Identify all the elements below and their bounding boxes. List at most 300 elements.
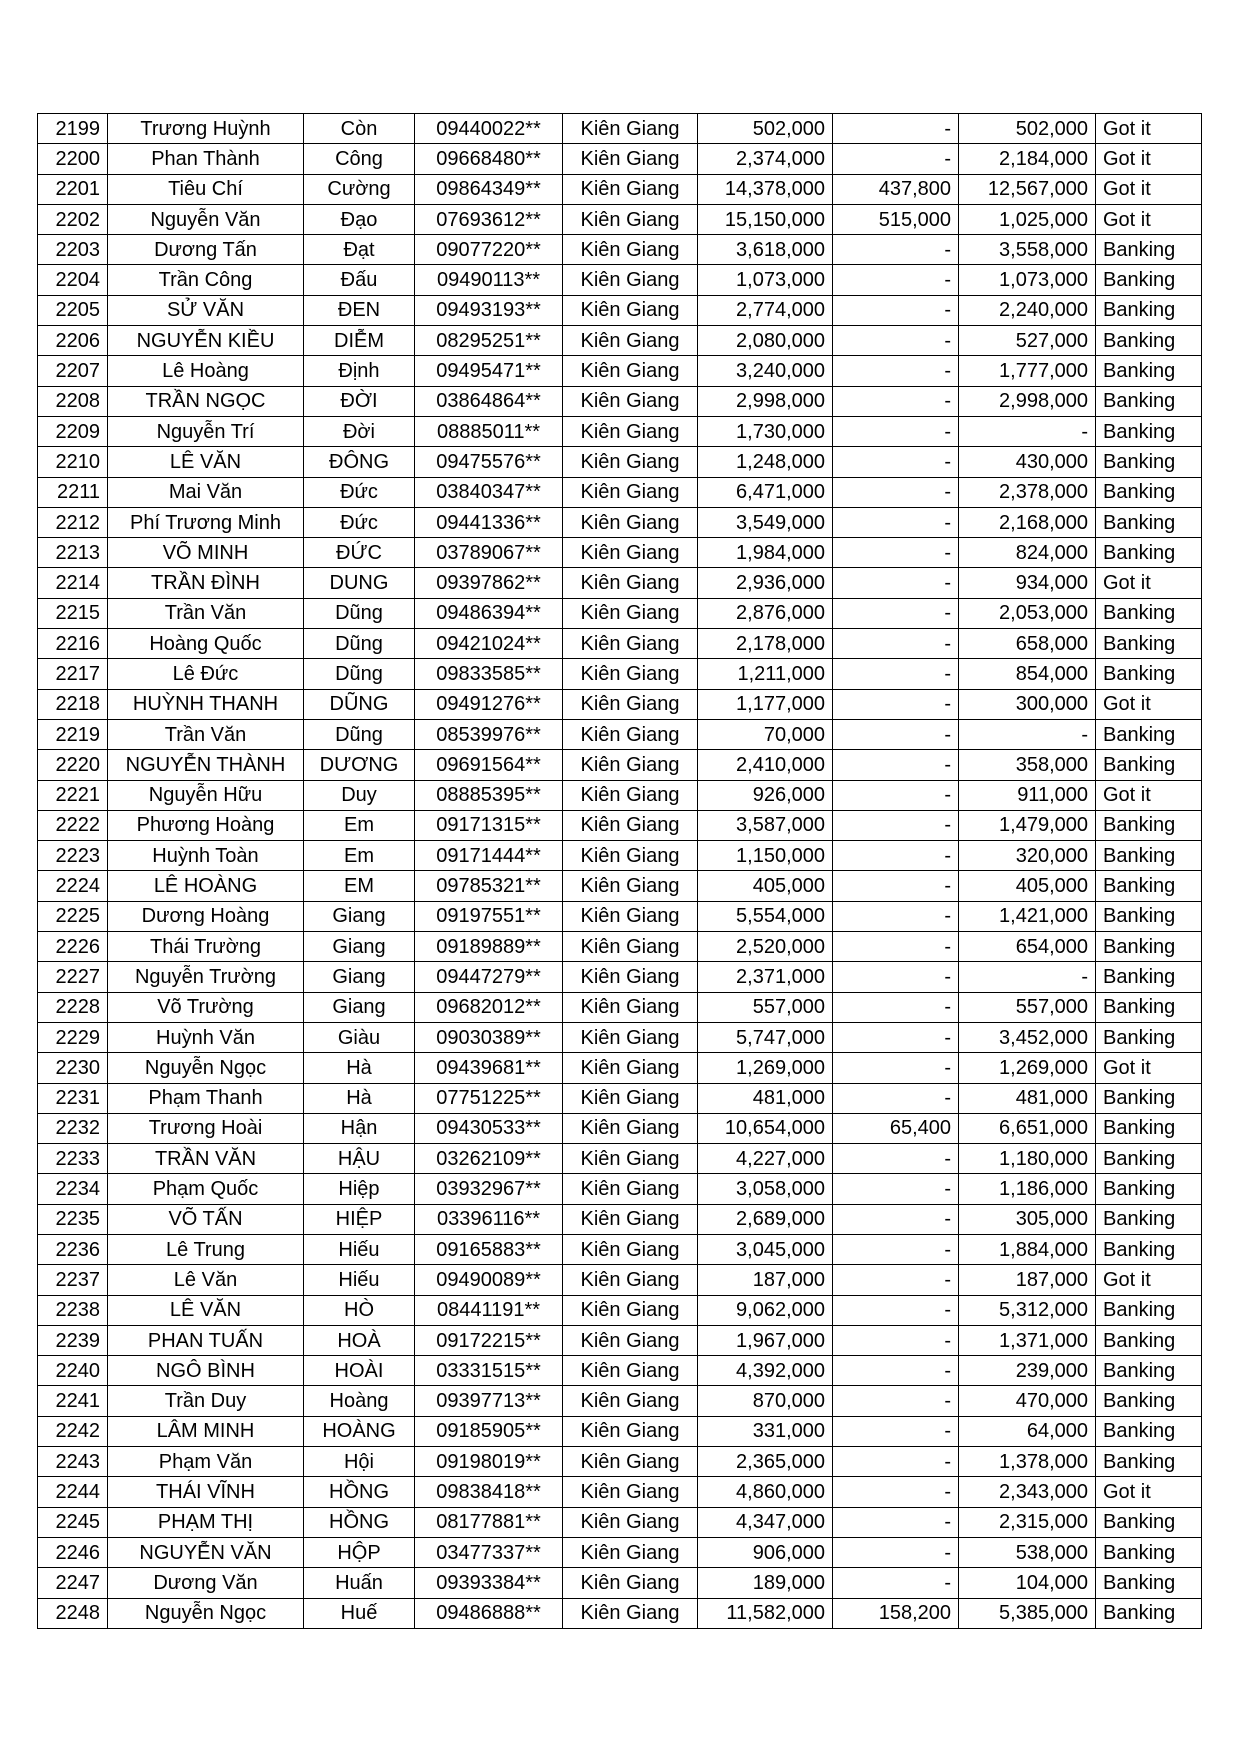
province-cell: Kiên Giang xyxy=(563,1568,698,1598)
status-cell: Banking xyxy=(1096,750,1202,780)
table-row xyxy=(38,1204,1202,1234)
row-number-cell: 2211 xyxy=(38,477,108,507)
first-name-cell: HOÀI xyxy=(304,1356,415,1386)
amount-cell: 2,936,000 xyxy=(698,568,833,598)
first-name-cell: Dũng xyxy=(304,659,415,689)
deduction-cell: - xyxy=(833,1356,959,1386)
row-number-cell: 2200 xyxy=(38,144,108,174)
province-cell: Kiên Giang xyxy=(563,1537,698,1567)
paid-amount-cell: 2,184,000 xyxy=(959,144,1096,174)
province-cell: Kiên Giang xyxy=(563,507,698,537)
paid-amount-cell: 1,479,000 xyxy=(959,810,1096,840)
last-middle-name-cell: Nguyễn Ngọc xyxy=(108,1053,304,1083)
phone-number-cell: 09030389** xyxy=(415,1022,563,1052)
province-cell: Kiên Giang xyxy=(563,1356,698,1386)
phone-number-cell: 09077220** xyxy=(415,235,563,265)
deduction-cell: - xyxy=(833,871,959,901)
row-number-cell: 2225 xyxy=(38,901,108,931)
last-middle-name-cell: PHẠM THỊ xyxy=(108,1507,304,1537)
status-cell: Banking xyxy=(1096,1537,1202,1567)
row-number-cell: 2212 xyxy=(38,507,108,537)
status-cell: Banking xyxy=(1096,992,1202,1022)
status-cell: Got it xyxy=(1096,174,1202,204)
first-name-cell: Giang xyxy=(304,992,415,1022)
phone-number-cell: 09393384** xyxy=(415,1568,563,1598)
amount-cell: 2,080,000 xyxy=(698,326,833,356)
deduction-cell: - xyxy=(833,1325,959,1355)
last-middle-name-cell: Lê Hoàng xyxy=(108,356,304,386)
status-cell: Banking xyxy=(1096,1598,1202,1628)
province-cell: Kiên Giang xyxy=(563,1204,698,1234)
table-row xyxy=(38,1507,1202,1537)
phone-number-cell: 09397713** xyxy=(415,1386,563,1416)
phone-number-cell: 09198019** xyxy=(415,1447,563,1477)
amount-cell: 10,654,000 xyxy=(698,1113,833,1143)
amount-cell: 1,730,000 xyxy=(698,416,833,446)
status-cell: Banking xyxy=(1096,841,1202,871)
phone-number-cell: 08177881** xyxy=(415,1507,563,1537)
paid-amount-cell: 430,000 xyxy=(959,447,1096,477)
last-middle-name-cell: Dương Hoàng xyxy=(108,901,304,931)
first-name-cell: Em xyxy=(304,841,415,871)
status-cell: Banking xyxy=(1096,326,1202,356)
paid-amount-cell: 305,000 xyxy=(959,1204,1096,1234)
paid-amount-cell: 527,000 xyxy=(959,326,1096,356)
first-name-cell: Hiệp xyxy=(304,1174,415,1204)
row-number-cell: 2240 xyxy=(38,1356,108,1386)
row-number-cell: 2199 xyxy=(38,114,108,144)
first-name-cell: HỒNG xyxy=(304,1477,415,1507)
paid-amount-cell: 658,000 xyxy=(959,629,1096,659)
deduction-cell: - xyxy=(833,1295,959,1325)
first-name-cell: HỒNG xyxy=(304,1507,415,1537)
table-row xyxy=(38,750,1202,780)
row-number-cell: 2248 xyxy=(38,1598,108,1628)
last-middle-name-cell: Phạm Văn xyxy=(108,1447,304,1477)
deduction-cell: 437,800 xyxy=(833,174,959,204)
paid-amount-cell: 2,343,000 xyxy=(959,1477,1096,1507)
phone-number-cell: 09397862** xyxy=(415,568,563,598)
phone-number-cell: 09475576** xyxy=(415,447,563,477)
amount-cell: 4,227,000 xyxy=(698,1144,833,1174)
province-cell: Kiên Giang xyxy=(563,901,698,931)
phone-number-cell: 03932967** xyxy=(415,1174,563,1204)
deduction-cell: - xyxy=(833,295,959,325)
first-name-cell: Giàu xyxy=(304,1022,415,1052)
paid-amount-cell: 1,269,000 xyxy=(959,1053,1096,1083)
row-number-cell: 2243 xyxy=(38,1447,108,1477)
phone-number-cell: 09440022** xyxy=(415,114,563,144)
amount-cell: 3,045,000 xyxy=(698,1234,833,1264)
row-number-cell: 2246 xyxy=(38,1537,108,1567)
status-cell: Got it xyxy=(1096,1477,1202,1507)
paid-amount-cell: 300,000 xyxy=(959,689,1096,719)
table-row xyxy=(38,174,1202,204)
status-cell: Banking xyxy=(1096,356,1202,386)
table-row xyxy=(38,1174,1202,1204)
paid-amount-cell: 64,000 xyxy=(959,1416,1096,1446)
last-middle-name-cell: Trần Văn xyxy=(108,719,304,749)
phone-number-cell: 03477337** xyxy=(415,1537,563,1567)
deduction-cell: - xyxy=(833,1447,959,1477)
first-name-cell: DŨNG xyxy=(304,689,415,719)
table-body xyxy=(38,114,1202,1629)
phone-number-cell: 09430533** xyxy=(415,1113,563,1143)
deduction-cell: - xyxy=(833,629,959,659)
first-name-cell: HIỆP xyxy=(304,1204,415,1234)
status-cell: Banking xyxy=(1096,295,1202,325)
amount-cell: 5,554,000 xyxy=(698,901,833,931)
table-row xyxy=(38,810,1202,840)
province-cell: Kiên Giang xyxy=(563,719,698,749)
table-row xyxy=(38,326,1202,356)
table-row xyxy=(38,1022,1202,1052)
phone-number-cell: 09189889** xyxy=(415,932,563,962)
phone-number-cell: 09490113** xyxy=(415,265,563,295)
table-row xyxy=(38,1144,1202,1174)
paid-amount-cell: 1,884,000 xyxy=(959,1234,1096,1264)
amount-cell: 2,520,000 xyxy=(698,932,833,962)
amount-cell: 70,000 xyxy=(698,719,833,749)
phone-number-cell: 09421024** xyxy=(415,629,563,659)
status-cell: Banking xyxy=(1096,810,1202,840)
first-name-cell: Giang xyxy=(304,901,415,931)
row-number-cell: 2242 xyxy=(38,1416,108,1446)
phone-number-cell: 03262109** xyxy=(415,1144,563,1174)
paid-amount-cell: 1,186,000 xyxy=(959,1174,1096,1204)
paid-amount-cell: 3,452,000 xyxy=(959,1022,1096,1052)
deduction-cell: - xyxy=(833,719,959,749)
paid-amount-cell: 911,000 xyxy=(959,780,1096,810)
province-cell: Kiên Giang xyxy=(563,1053,698,1083)
phone-number-cell: 09185905** xyxy=(415,1416,563,1446)
last-middle-name-cell: Lê Văn xyxy=(108,1265,304,1295)
deduction-cell: 515,000 xyxy=(833,204,959,234)
province-cell: Kiên Giang xyxy=(563,1144,698,1174)
last-middle-name-cell: Dương Tấn xyxy=(108,235,304,265)
status-cell: Got it xyxy=(1096,1265,1202,1295)
last-middle-name-cell: LÂM MINH xyxy=(108,1416,304,1446)
last-middle-name-cell: HUỲNH THANH xyxy=(108,689,304,719)
table-row xyxy=(38,659,1202,689)
amount-cell: 3,240,000 xyxy=(698,356,833,386)
phone-number-cell: 09490089** xyxy=(415,1265,563,1295)
table-row xyxy=(38,598,1202,628)
deduction-cell: - xyxy=(833,1386,959,1416)
last-middle-name-cell: VÕ MINH xyxy=(108,538,304,568)
row-number-cell: 2222 xyxy=(38,810,108,840)
deduction-cell: - xyxy=(833,114,959,144)
province-cell: Kiên Giang xyxy=(563,1083,698,1113)
phone-number-cell: 09171444** xyxy=(415,841,563,871)
row-number-cell: 2232 xyxy=(38,1113,108,1143)
paid-amount-cell: 5,385,000 xyxy=(959,1598,1096,1628)
last-middle-name-cell: LÊ VĂN xyxy=(108,1295,304,1325)
paid-amount-cell: 2,378,000 xyxy=(959,477,1096,507)
province-cell: Kiên Giang xyxy=(563,629,698,659)
amount-cell: 5,747,000 xyxy=(698,1022,833,1052)
last-middle-name-cell: Phương Hoàng xyxy=(108,810,304,840)
status-cell: Banking xyxy=(1096,507,1202,537)
row-number-cell: 2226 xyxy=(38,932,108,962)
last-middle-name-cell: Phí Trương Minh xyxy=(108,507,304,537)
phone-number-cell: 09838418** xyxy=(415,1477,563,1507)
table-row xyxy=(38,1113,1202,1143)
last-middle-name-cell: SỬ VĂN xyxy=(108,295,304,325)
province-cell: Kiên Giang xyxy=(563,568,698,598)
deduction-cell: - xyxy=(833,416,959,446)
row-number-cell: 2247 xyxy=(38,1568,108,1598)
province-cell: Kiên Giang xyxy=(563,1295,698,1325)
amount-cell: 870,000 xyxy=(698,1386,833,1416)
phone-number-cell: 09864349** xyxy=(415,174,563,204)
table-row xyxy=(38,538,1202,568)
deduction-cell: - xyxy=(833,386,959,416)
first-name-cell: Duy xyxy=(304,780,415,810)
last-middle-name-cell: Huỳnh Văn xyxy=(108,1022,304,1052)
province-cell: Kiên Giang xyxy=(563,386,698,416)
deduction-cell: 65,400 xyxy=(833,1113,959,1143)
first-name-cell: Giang xyxy=(304,932,415,962)
table-row xyxy=(38,992,1202,1022)
province-cell: Kiên Giang xyxy=(563,750,698,780)
amount-cell: 3,587,000 xyxy=(698,810,833,840)
status-cell: Banking xyxy=(1096,1234,1202,1264)
deduction-cell: - xyxy=(833,447,959,477)
deduction-cell: - xyxy=(833,992,959,1022)
status-cell: Banking xyxy=(1096,447,1202,477)
phone-number-cell: 09197551** xyxy=(415,901,563,931)
table-row xyxy=(38,1447,1202,1477)
paid-amount-cell: - xyxy=(959,719,1096,749)
province-cell: Kiên Giang xyxy=(563,1386,698,1416)
deduction-cell: - xyxy=(833,962,959,992)
phone-number-cell: 08295251** xyxy=(415,326,563,356)
table-row xyxy=(38,1598,1202,1628)
province-cell: Kiên Giang xyxy=(563,871,698,901)
status-cell: Banking xyxy=(1096,1356,1202,1386)
phone-number-cell: 09491276** xyxy=(415,689,563,719)
deduction-cell: - xyxy=(833,326,959,356)
province-cell: Kiên Giang xyxy=(563,538,698,568)
table-row xyxy=(38,568,1202,598)
amount-cell: 405,000 xyxy=(698,871,833,901)
row-number-cell: 2224 xyxy=(38,871,108,901)
last-middle-name-cell: LÊ HOÀNG xyxy=(108,871,304,901)
table-row xyxy=(38,507,1202,537)
row-number-cell: 2214 xyxy=(38,568,108,598)
table-row xyxy=(38,1386,1202,1416)
paid-amount-cell: 654,000 xyxy=(959,932,1096,962)
row-number-cell: 2230 xyxy=(38,1053,108,1083)
deduction-cell: - xyxy=(833,477,959,507)
phone-number-cell: 09691564** xyxy=(415,750,563,780)
deduction-cell: - xyxy=(833,1507,959,1537)
amount-cell: 1,248,000 xyxy=(698,447,833,477)
phone-number-cell: 09495471** xyxy=(415,356,563,386)
paid-amount-cell: 824,000 xyxy=(959,538,1096,568)
last-middle-name-cell: Hoàng Quốc xyxy=(108,629,304,659)
deduction-cell: - xyxy=(833,1204,959,1234)
province-cell: Kiên Giang xyxy=(563,1174,698,1204)
deduction-cell: - xyxy=(833,1083,959,1113)
status-cell: Banking xyxy=(1096,1568,1202,1598)
table-row xyxy=(38,235,1202,265)
province-cell: Kiên Giang xyxy=(563,416,698,446)
phone-number-cell: 09171315** xyxy=(415,810,563,840)
last-middle-name-cell: Trần Duy xyxy=(108,1386,304,1416)
row-number-cell: 2201 xyxy=(38,174,108,204)
paid-amount-cell: 854,000 xyxy=(959,659,1096,689)
first-name-cell: Đời xyxy=(304,416,415,446)
amount-cell: 189,000 xyxy=(698,1568,833,1598)
row-number-cell: 2223 xyxy=(38,841,108,871)
table-row xyxy=(38,114,1202,144)
phone-number-cell: 09441336** xyxy=(415,507,563,537)
status-cell: Banking xyxy=(1096,1386,1202,1416)
amount-cell: 2,374,000 xyxy=(698,144,833,174)
row-number-cell: 2208 xyxy=(38,386,108,416)
first-name-cell: Đấu xyxy=(304,265,415,295)
amount-cell: 11,582,000 xyxy=(698,1598,833,1628)
province-cell: Kiên Giang xyxy=(563,1113,698,1143)
first-name-cell: Đức xyxy=(304,507,415,537)
amount-cell: 557,000 xyxy=(698,992,833,1022)
province-cell: Kiên Giang xyxy=(563,174,698,204)
first-name-cell: Huế xyxy=(304,1598,415,1628)
status-cell: Got it xyxy=(1096,568,1202,598)
first-name-cell: HÒ xyxy=(304,1295,415,1325)
row-number-cell: 2245 xyxy=(38,1507,108,1537)
first-name-cell: Hiếu xyxy=(304,1234,415,1264)
paid-amount-cell: - xyxy=(959,416,1096,446)
row-number-cell: 2236 xyxy=(38,1234,108,1264)
last-middle-name-cell: Trần Công xyxy=(108,265,304,295)
first-name-cell: ĐEN xyxy=(304,295,415,325)
status-cell: Banking xyxy=(1096,932,1202,962)
deduction-cell: - xyxy=(833,932,959,962)
first-name-cell: Giang xyxy=(304,962,415,992)
province-cell: Kiên Giang xyxy=(563,932,698,962)
first-name-cell: Hoàng xyxy=(304,1386,415,1416)
paid-amount-cell: 3,558,000 xyxy=(959,235,1096,265)
table-row xyxy=(38,1053,1202,1083)
paid-amount-cell: 5,312,000 xyxy=(959,1295,1096,1325)
first-name-cell: Hà xyxy=(304,1053,415,1083)
table-row xyxy=(38,1325,1202,1355)
status-cell: Banking xyxy=(1096,1447,1202,1477)
last-middle-name-cell: Võ Trường xyxy=(108,992,304,1022)
paid-amount-cell: 934,000 xyxy=(959,568,1096,598)
row-number-cell: 2227 xyxy=(38,962,108,992)
last-middle-name-cell: NGUYỄN KIỀU xyxy=(108,326,304,356)
table-row xyxy=(38,386,1202,416)
last-middle-name-cell: TRẦN VĂN xyxy=(108,1144,304,1174)
last-middle-name-cell: PHAN TUẤN xyxy=(108,1325,304,1355)
status-cell: Got it xyxy=(1096,780,1202,810)
last-middle-name-cell: Trương Huỳnh xyxy=(108,114,304,144)
phone-number-cell: 09165883** xyxy=(415,1234,563,1264)
status-cell: Banking xyxy=(1096,416,1202,446)
row-number-cell: 2237 xyxy=(38,1265,108,1295)
table-row xyxy=(38,204,1202,234)
paid-amount-cell: 239,000 xyxy=(959,1356,1096,1386)
deduction-cell: - xyxy=(833,1022,959,1052)
deduction-cell: - xyxy=(833,780,959,810)
last-middle-name-cell: Thái Trường xyxy=(108,932,304,962)
province-cell: Kiên Giang xyxy=(563,1416,698,1446)
last-middle-name-cell: TRẦN ĐÌNH xyxy=(108,568,304,598)
deduction-cell: - xyxy=(833,841,959,871)
phone-number-cell: 03331515** xyxy=(415,1356,563,1386)
status-cell: Banking xyxy=(1096,1325,1202,1355)
status-cell: Banking xyxy=(1096,1174,1202,1204)
phone-number-cell: 09447279** xyxy=(415,962,563,992)
table-row xyxy=(38,447,1202,477)
status-cell: Banking xyxy=(1096,1507,1202,1537)
deduction-cell: - xyxy=(833,901,959,931)
table-row xyxy=(38,780,1202,810)
status-cell: Got it xyxy=(1096,114,1202,144)
phone-number-cell: 07693612** xyxy=(415,204,563,234)
row-number-cell: 2234 xyxy=(38,1174,108,1204)
table-row xyxy=(38,871,1202,901)
paid-amount-cell: 470,000 xyxy=(959,1386,1096,1416)
row-number-cell: 2239 xyxy=(38,1325,108,1355)
paid-amount-cell: 2,240,000 xyxy=(959,295,1096,325)
paid-amount-cell: 2,998,000 xyxy=(959,386,1096,416)
table-row xyxy=(38,265,1202,295)
status-cell: Banking xyxy=(1096,598,1202,628)
deduction-cell: - xyxy=(833,810,959,840)
deduction-cell: - xyxy=(833,598,959,628)
first-name-cell: Hận xyxy=(304,1113,415,1143)
table-row xyxy=(38,1537,1202,1567)
province-cell: Kiên Giang xyxy=(563,144,698,174)
table-row xyxy=(38,1477,1202,1507)
province-cell: Kiên Giang xyxy=(563,1507,698,1537)
amount-cell: 6,471,000 xyxy=(698,477,833,507)
first-name-cell: Đức xyxy=(304,477,415,507)
phone-number-cell: 09833585** xyxy=(415,659,563,689)
first-name-cell: Dũng xyxy=(304,598,415,628)
first-name-cell: Hà xyxy=(304,1083,415,1113)
data-table xyxy=(37,113,1202,1629)
row-number-cell: 2218 xyxy=(38,689,108,719)
amount-cell: 926,000 xyxy=(698,780,833,810)
amount-cell: 9,062,000 xyxy=(698,1295,833,1325)
status-cell: Banking xyxy=(1096,235,1202,265)
row-number-cell: 2235 xyxy=(38,1204,108,1234)
status-cell: Banking xyxy=(1096,1083,1202,1113)
first-name-cell: ĐỜI xyxy=(304,386,415,416)
table-row xyxy=(38,477,1202,507)
first-name-cell: Định xyxy=(304,356,415,386)
first-name-cell: DIỄM xyxy=(304,326,415,356)
first-name-cell: Huấn xyxy=(304,1568,415,1598)
province-cell: Kiên Giang xyxy=(563,810,698,840)
table-row xyxy=(38,629,1202,659)
first-name-cell: Dũng xyxy=(304,629,415,659)
amount-cell: 1,211,000 xyxy=(698,659,833,689)
last-middle-name-cell: LÊ VĂN xyxy=(108,447,304,477)
province-cell: Kiên Giang xyxy=(563,659,698,689)
table-row xyxy=(38,1356,1202,1386)
last-middle-name-cell: Trần Văn xyxy=(108,598,304,628)
table-row xyxy=(38,295,1202,325)
paid-amount-cell: 538,000 xyxy=(959,1537,1096,1567)
last-middle-name-cell: Phạm Thanh xyxy=(108,1083,304,1113)
